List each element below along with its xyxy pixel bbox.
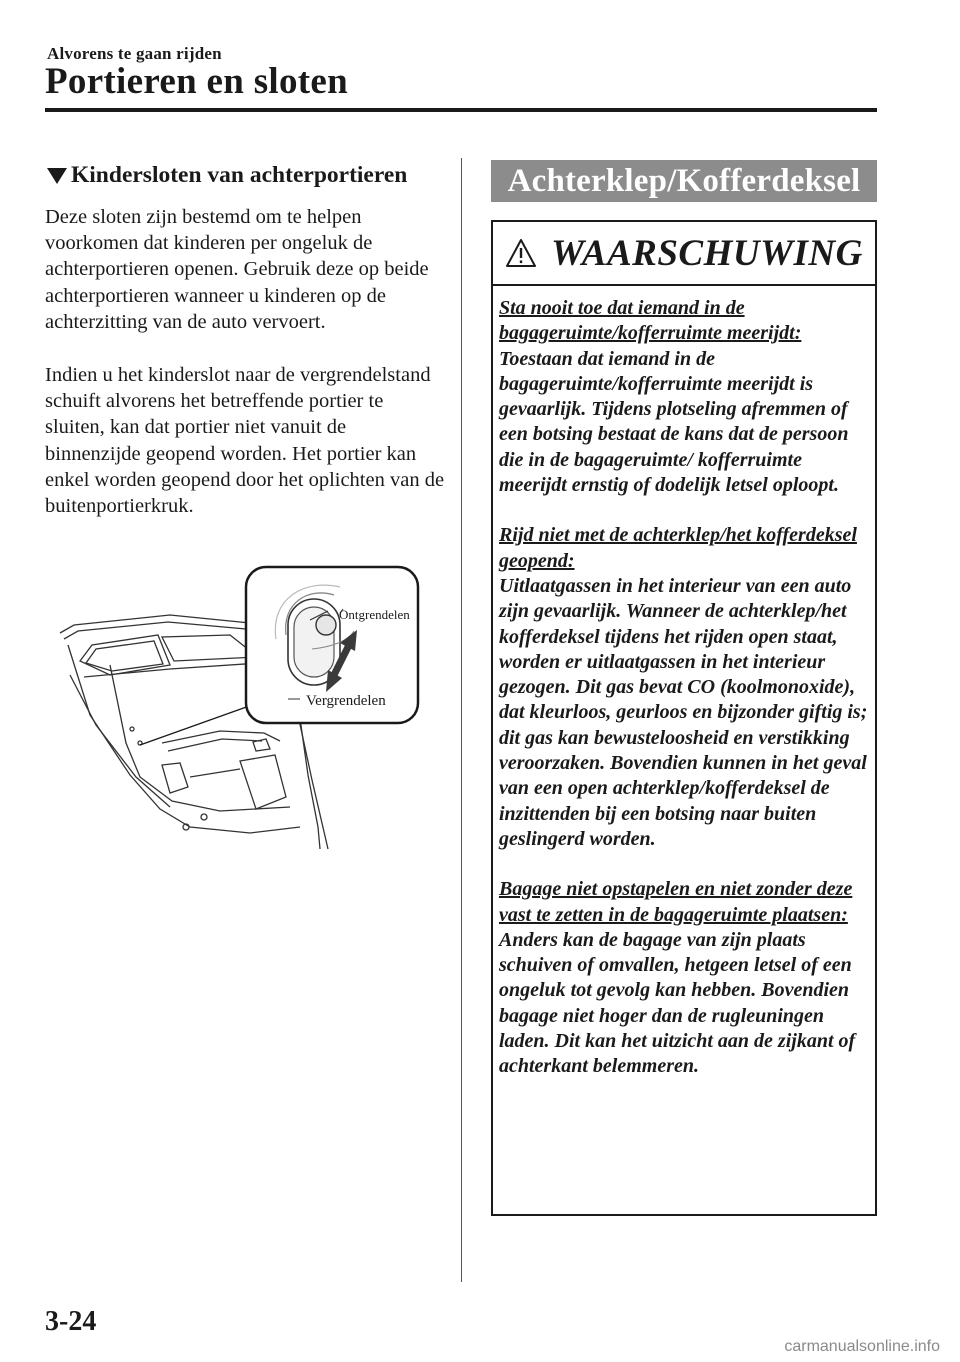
warning-body xyxy=(493,286,875,1080)
watermark-text: carmanualsonline.info xyxy=(784,1338,940,1355)
header-rule xyxy=(45,108,877,112)
lock-label: Vergrendelen xyxy=(306,693,386,709)
warning-box xyxy=(491,220,877,1216)
callout-leader-line xyxy=(140,705,252,745)
warning-item-text: Uitlaatgassen in het interieur van een auto zijn gevaarlijk. Wanneer de achterklep/het kofferdeksel tijdens het rijden open staat, worden er uitlaatgassen in het interieur gezogen. Dit gas bevat CO (koolmonoxide), dat kleurloos, geurloos en bijzonder giftig is; dit gas kan bewusteloosheid en verstikking veroorzaken. Bovendien kunnen in het geval van een open achterklep/kofferdeksel de inzittenden bij een botsing naar buiten geslingerd worden. xyxy=(499,574,868,850)
section-heading xyxy=(47,158,447,192)
column-divider xyxy=(461,158,462,1282)
warning-item xyxy=(499,296,869,498)
warning-item-heading: Bagage niet opstapelen en niet zonder deze vast te zetten in de bagageruimte plaatsen: xyxy=(499,878,853,926)
warning-item xyxy=(499,877,869,1079)
warning-header xyxy=(493,222,875,286)
warning-item xyxy=(499,523,869,852)
paragraph-intro: Deze sloten zijn bestemd om te helpen voorkomen dat kinderen per ongeluk de achterportieren openen. Gebruik deze op beide achterportieren wanneer u kinderen op de achterzitting van de auto vervoert. xyxy=(45,206,429,333)
page-title: Portieren en sloten xyxy=(45,61,349,102)
left-column xyxy=(47,158,447,519)
warning-item-text: Anders kan de bagage van zijn plaats schuiven of omvallen, hetgeen letsel of een ongeluk tot gevolg kan hebben. Bovendien bagage niet hoger dan de rugleuningen laden. Dit kan het uitzicht aan de zijkant of achterkant belemmeren. xyxy=(499,928,856,1078)
warning-item-text: Toestaan dat iemand in de bagageruimte/kofferruimte meerijdt is gevaarlijk. Tijdens plotseling afremmen of een botsing bestaat de kans dat de persoon die in de bagageruimte/ kofferruimte meerijdt ernstig of dodelijk letsel oploopt. xyxy=(499,347,849,497)
unlock-label: Ontgrendelen xyxy=(339,607,410,622)
chapter-label: Alvorens te gaan rijden xyxy=(47,44,222,63)
section-heading-text: Kindersloten van achterportieren xyxy=(71,161,408,188)
section-banner: Achterklep/Kofferdeksel xyxy=(491,160,877,202)
page-number: 3-24 xyxy=(45,1306,97,1337)
warning-item-heading: Rijd niet met de achterklep/het kofferdeksel geopend: xyxy=(499,524,857,572)
warning-triangle-icon xyxy=(505,238,537,268)
warning-item-heading: Sta nooit toe dat iemand in de bagageruimte/kofferruimte meerijdt: xyxy=(499,297,802,345)
paragraph-lock-explanation: Indien u het kinderslot naar de vergrendelstand schuift alvorens het betreffende portier te sluiten, kan dat portier niet vanuit de binnenzijde geopend worden. Het portier kan enkel worden geopend door het oplichten van de buitenportierkruk. xyxy=(45,364,445,518)
triangle-bullet-icon xyxy=(47,168,67,184)
child-lock-illustration xyxy=(50,565,430,855)
warning-title: WAARSCHUWING xyxy=(551,232,863,274)
